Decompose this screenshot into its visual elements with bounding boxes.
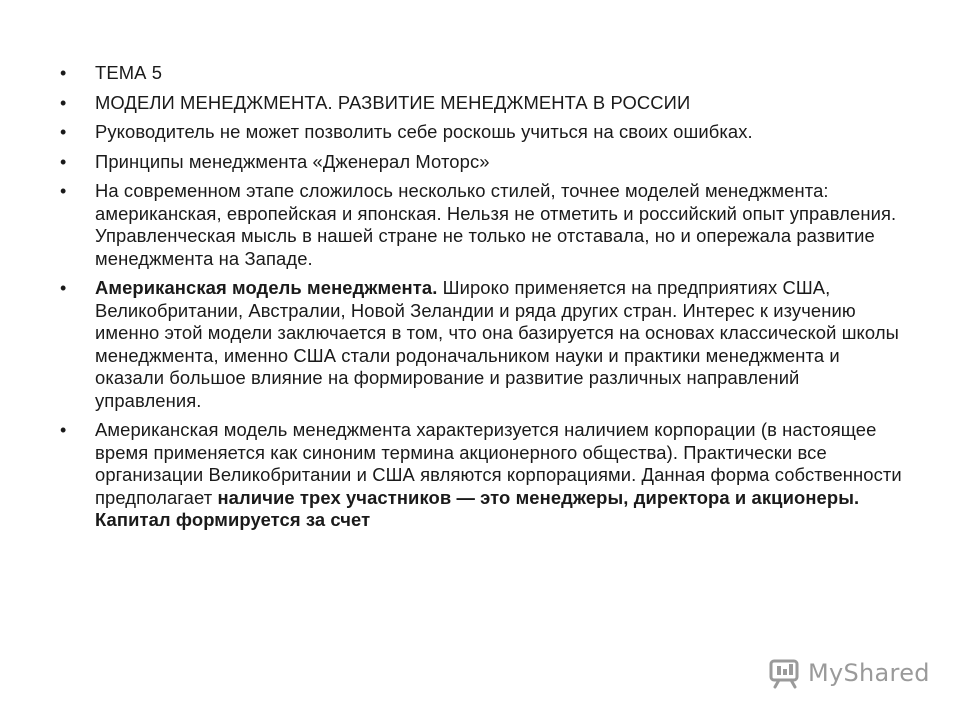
bullet-list: [60, 62, 910, 539]
bullet-bold-text: наличие трех участников — это менеджеры, директора и акционеры. Капитал формируется за счет: [95, 486, 860, 530]
bullet-item: [60, 151, 910, 174]
bullet-item: [60, 62, 910, 85]
bullet-icon: •: [60, 151, 67, 172]
bullet-item: [60, 277, 910, 412]
bullet-text: Руководитель не может позволить себе роскошь учиться на своих ошибках.: [95, 121, 753, 142]
bullet-text: МОДЕЛИ МЕНЕДЖМЕНТА. РАЗВИТИЕ МЕНЕДЖМЕНТА В РОССИИ: [95, 91, 691, 113]
watermark-brand: MyShared: [808, 659, 930, 687]
bullet-icon: •: [60, 63, 67, 83]
bullet-text: На современном этапе сложилось несколько стилей, точнее моделей менеджмента: американская, европейская и японская. Нельзя не отметить и российский опыт управления. Управленческая мысль в нашей стране не только не отставала, но и опережала развитие менеджмента на Западе.: [95, 180, 897, 269]
bullet-text: Американская модель менеджмента характеризуется наличием корпорации (в настоящее время применяется как синоним термина акционерного общества). Практически все организации Великобритании и США являются корпорациями. Данная форма собственности предполагает: [95, 419, 902, 508]
bullet-icon: •: [60, 122, 67, 142]
bullet-icon: •: [60, 420, 67, 440]
bullet-bold-text: Американская модель менеджмента.: [95, 277, 438, 298]
myshared-watermark: [768, 656, 930, 690]
bullet-text: Широко применяется на предприятиях США, Великобритании, Австралии, Новой Зеландии и ряда других стран. Интерес к изучению именно этой модели заключается в том, что она базируется на основах классической школы менеджмента, именно США стали родоначальником науки и практики менеджмента и оказали большое влияние на формирование и развитие различных направлений управления.: [95, 277, 899, 411]
bullet-text: ТЕМА 5: [95, 62, 163, 83]
bullet-item: [60, 92, 910, 115]
bullet-icon: •: [60, 278, 67, 298]
bullet-text: Принципы менеджмента «Дженерал Моторс»: [95, 150, 490, 172]
myshared-logo-icon: [768, 656, 802, 690]
bullet-item: [60, 180, 910, 270]
bullet-icon: •: [60, 181, 67, 201]
bullet-icon: •: [60, 92, 67, 113]
bullet-item: [60, 419, 910, 532]
bullet-item: [60, 121, 910, 144]
